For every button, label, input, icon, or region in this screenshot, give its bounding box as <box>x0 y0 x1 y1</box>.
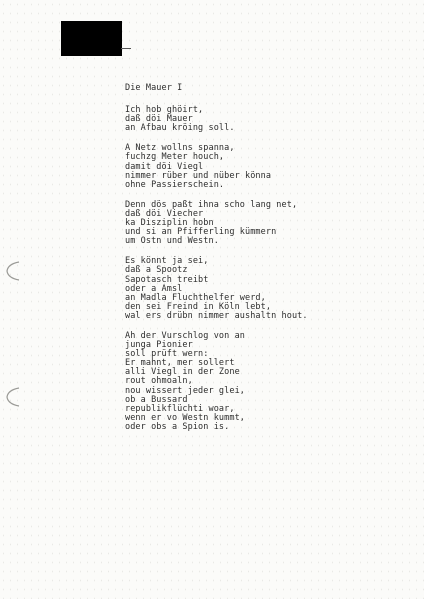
poem-line: und si an Pfifferling kümmern <box>125 227 277 238</box>
poem-line: Sapotasch treibt <box>125 274 209 285</box>
poem-line: Es könnt ja sei, <box>125 256 209 267</box>
redaction-block <box>61 21 122 56</box>
poem-line: daß döi Viecher <box>125 208 204 219</box>
poem-line: soll prüft wern: <box>125 349 209 360</box>
poem-line: daß döi Mauer <box>125 114 193 125</box>
poem-line: Ah der Vurschlog von an <box>125 330 246 341</box>
poem-stanza <box>125 257 415 321</box>
poem-line: rout ohmoaln, <box>125 376 193 387</box>
poem-line: A Netz wollns spanna, <box>125 143 235 154</box>
poem-body <box>125 84 415 443</box>
poem-stanzas <box>125 106 415 432</box>
poem-line: nou wissert jeder glei, <box>125 385 246 396</box>
poem-line: um Ostn und Westn. <box>125 236 219 247</box>
poem-line: daß a Spootz <box>125 265 188 276</box>
poem-line: ka Disziplin hobn <box>125 218 214 229</box>
poem-line: an Madla Fluchthelfer werd, <box>125 292 266 303</box>
poem-line: an Afbau kröing soll. <box>125 123 235 134</box>
poem-line: Ich hob ghöirt, <box>125 105 204 116</box>
poem-line: wenn er vo Westn kummt, <box>125 412 246 423</box>
poem-line: ohne Passierschein. <box>125 179 225 190</box>
poem-stanza <box>125 106 415 133</box>
poem-line: fuchzg Meter houch, <box>125 152 225 163</box>
poem-title: Die Mauer I <box>125 83 183 93</box>
poem-line: ob a Bussard <box>125 394 188 405</box>
poem-stanza <box>125 144 415 189</box>
poem-line: oder obs a Spion is. <box>125 421 230 432</box>
poem-line: Er mahnt, mer sollert <box>125 358 235 369</box>
punch-hole-mark-bottom <box>4 386 20 408</box>
redaction-edge-line <box>121 48 131 49</box>
poem-line: alli Viegl in der Zone <box>125 367 240 378</box>
poem-line: junga Pionier <box>125 340 193 351</box>
poem-line: wal ers drübn nimmer aushaltn hout. <box>125 310 308 321</box>
poem-stanza <box>125 201 415 246</box>
poem-line: den sei Freind in Köln lebt, <box>125 301 272 312</box>
poem-line: oder a Amsl <box>125 283 183 294</box>
poem-stanza <box>125 332 415 432</box>
poem-line: Denn dös paßt ihna scho lang net, <box>125 199 298 210</box>
punch-hole-mark-top <box>4 260 20 282</box>
poem-line: republikflüchti woar, <box>125 403 235 414</box>
poem-line: nimmer rüber und nüber könna <box>125 170 272 181</box>
poem-line: damit döi Viegl <box>125 161 204 172</box>
